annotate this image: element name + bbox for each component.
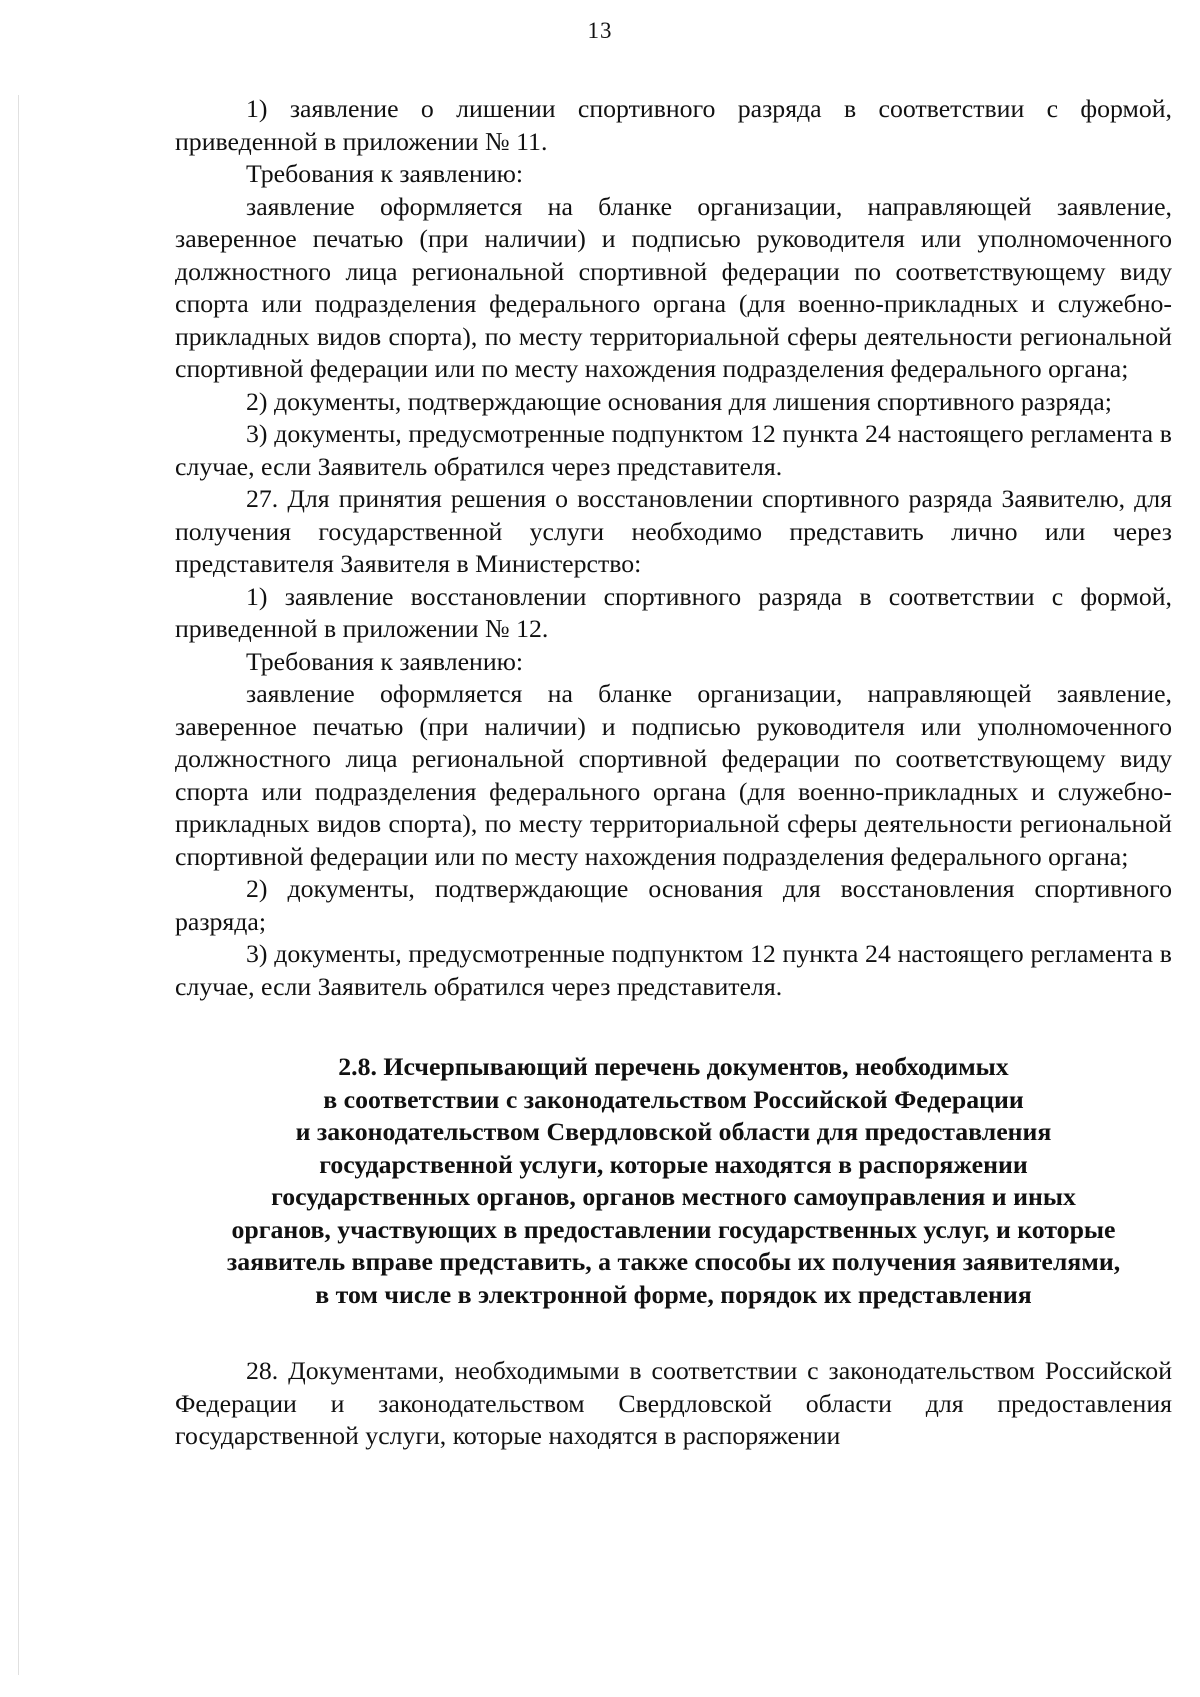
paragraph-item-3-representative-documents-2: 3) документы, предусмотренные подпунктом 12 пункта 24 настоящего регламента в случае, если Заявитель обратился через представителя. [175, 939, 1172, 1001]
paragraph-item-3-representative-documents-1: 3) документы, предусмотренные подпунктом 12 пункта 24 настоящего регламента в случае, если Заявитель обратился через представителя. [175, 419, 1172, 481]
document-body [175, 93, 1172, 1453]
page-number: 13 [587, 18, 613, 43]
section-heading-2-8 [175, 1051, 1172, 1311]
section-heading-line: в соответствии с законодательством Российской Федерации [323, 1084, 1024, 1114]
paragraph-item-1-application-restoration: 1) заявление восстановлении спортивного разряда в соответствии с формой, приведенной в приложении № 12. [175, 581, 1172, 643]
section-heading-line: государственной услуги, которые находятся в распоряжении [319, 1149, 1028, 1179]
section-heading-line: государственных органов, органов местного самоуправления и иных [271, 1182, 1076, 1211]
section-heading-line: органов, участвующих в предоставлении государственных услуг, и которые [231, 1214, 1116, 1244]
paragraph-28-documents: 28. Документами, необходимыми в соответствии с законодательством Российской Федерации и законодательством Свердловской области для предоставления государственной услуги, которые находятся в распоряжении [175, 1356, 1172, 1450]
section-heading-line: 2.8. Исчерпывающий перечень документов, необходимых [338, 1052, 1009, 1081]
paragraph-item-1-application-deprivation: 1) заявление о лишении спортивного разряда в соответствии с формой, приведенной в приложении № 11. [175, 94, 1172, 156]
section-heading-line: в том числе в электронной форме, порядок их представления [315, 1279, 1032, 1309]
scan-edge-shadow [18, 95, 19, 1675]
paragraph-item-2-deprivation-documents: 2) документы, подтверждающие основания для лишения спортивного разряда; [246, 386, 1112, 416]
paragraph-item-2-restoration-documents: 2) документы, подтверждающие основания для восстановления спортивного разряда; [175, 874, 1172, 936]
paragraph-27-restoration: 27. Для принятия решения о восстановлении спортивного разряда Заявителю, для получения государственной услуги необходимо представить лично или через представителя Заявителя в Министерство: [175, 484, 1172, 578]
paragraph-application-requirements-2: заявление оформляется на бланке организации, направляющей заявление, заверенное печатью (при наличии) и подписью руководителя или уполномоченного должностного лица региональной спортивной федерации по соответствующему виду спорта или подразделения федерального органа (для военно-прикладных и служебно-прикладных видов спорта), по месту территориальной сферы деятельности региональной спортивной федерации или по месту нахождения подразделения федерального органа; [175, 679, 1172, 871]
paragraph-requirements-heading-1: Требования к заявлению: [246, 159, 524, 188]
paragraph-requirements-heading-2: Требования к заявлению: [246, 646, 524, 676]
paragraph-application-requirements-1: заявление оформляется на бланке организации, направляющей заявление, заверенное печатью (при наличии) и подписью руководителя или уполномоченного должностного лица региональной спортивной федерации по соответствующему виду спорта или подразделения федерального органа (для военно-прикладных и служебно-прикладных видов спорта), по месту территориальной сферы деятельности региональной спортивной федерации или по месту нахождения подразделения федерального органа; [175, 191, 1172, 383]
section-heading-line: и законодательством Свердловской области для предоставления [295, 1117, 1052, 1146]
section-heading-line: заявитель вправе представить, а также способы их получения заявителями, [226, 1247, 1121, 1276]
